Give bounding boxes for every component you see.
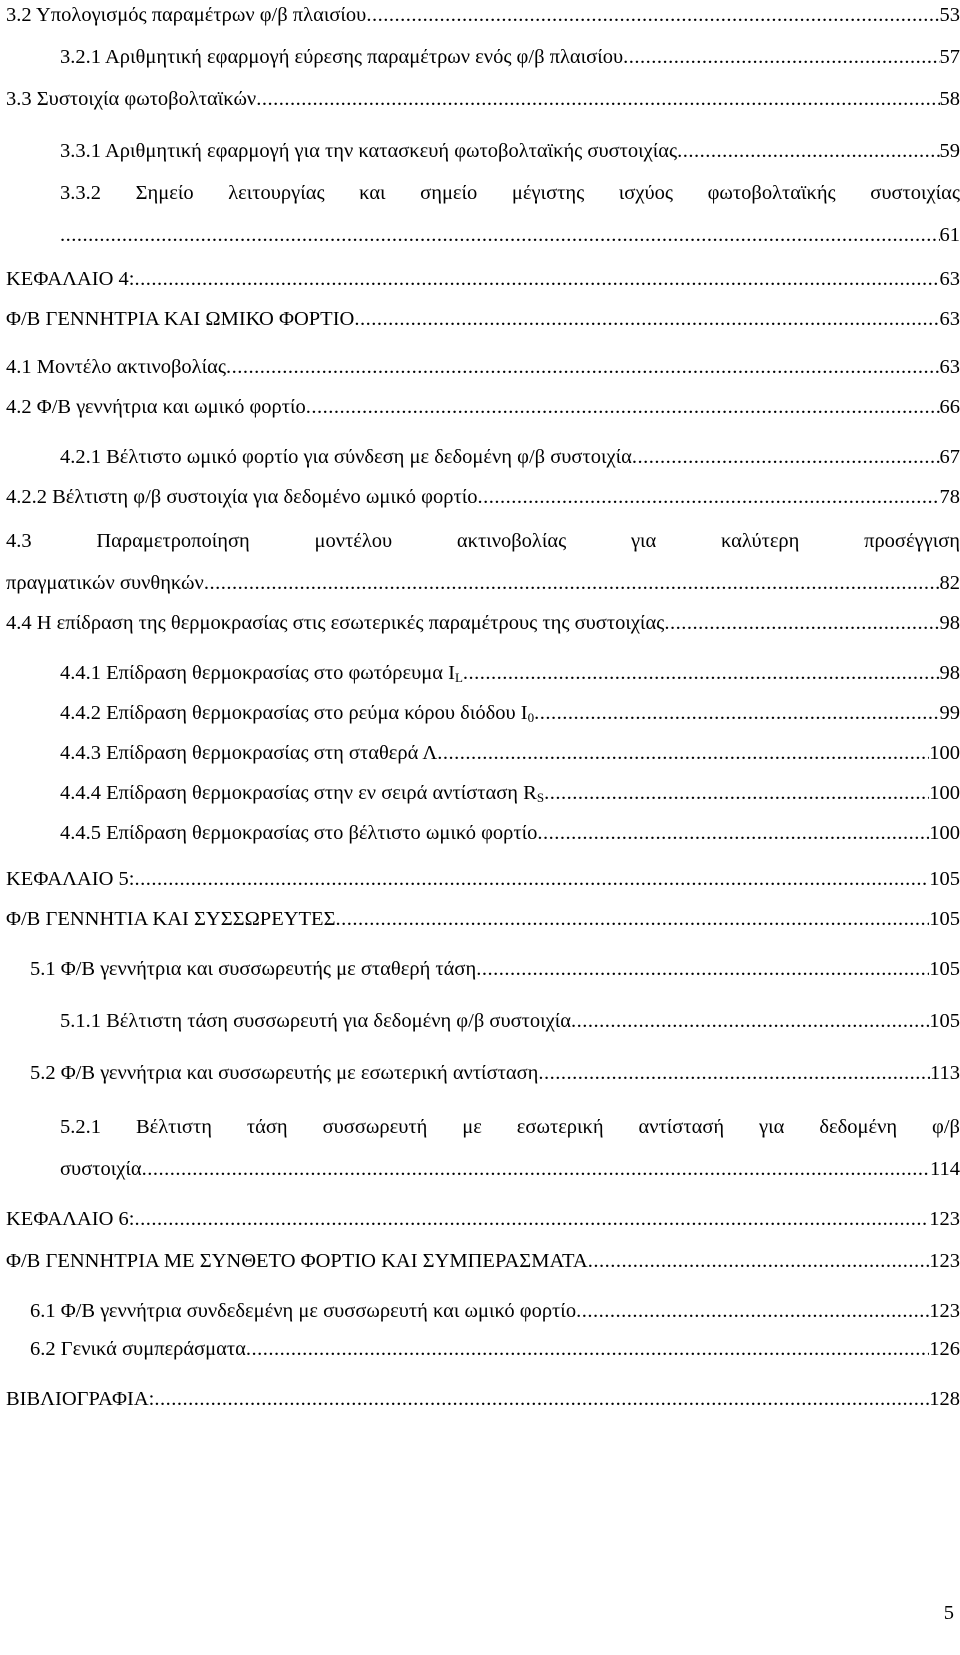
toc-leader-dots	[463, 660, 940, 686]
toc-leader-dots	[534, 700, 939, 726]
toc-leader-dots	[60, 222, 940, 248]
toc-entry-page: 61	[939, 224, 960, 246]
toc-leader-dots	[437, 740, 929, 766]
toc-entry-title: 6.2 Γενικά συμπεράσματα	[30, 1338, 246, 1360]
toc-entry[interactable]	[6, 610, 960, 636]
toc-entry-title-line: πραγματικών συνθηκών	[6, 572, 204, 594]
toc-leader-dots	[366, 2, 939, 28]
toc-entry[interactable]	[30, 1298, 960, 1324]
toc-entry-continuation	[60, 222, 960, 248]
toc-entry-page: 98	[939, 662, 960, 684]
toc-entry-title: ΚΕΦΑΛΑΙΟ 4:	[6, 268, 135, 290]
toc-entry-page: 63	[939, 268, 960, 290]
toc-entry-page: 100	[929, 742, 960, 764]
toc-entry-page: 114	[930, 1158, 960, 1180]
toc-entry-title: 4.4.4 Επίδραση θερμοκρασίας στην εν σειρά αντίσταση R	[60, 782, 537, 804]
toc-entry[interactable]	[6, 484, 960, 510]
toc-entry-title-line: 4.3 Παραμετροποίηση μοντέλου ακτινοβολίας για καλύτερη προσέγγιση	[6, 530, 960, 552]
toc-entry-title: 6.1 Φ/Β γεννήτρια συνδεδεμένη με συσσωρευτή και ωμικό φορτίο	[30, 1300, 577, 1322]
toc-entry[interactable]	[6, 354, 960, 380]
toc-leader-dots	[354, 306, 939, 332]
toc-chapter[interactable]	[6, 866, 960, 892]
toc-entry-page: 100	[929, 782, 960, 804]
toc-entry-title: Φ/Β ΓΕΝΝΗΤΙΑ ΚΑΙ ΣΥΣΣΩΡΕΥΤΕΣ	[6, 908, 336, 930]
toc-chapter-title[interactable]	[6, 1248, 960, 1274]
toc-leader-dots	[571, 1008, 929, 1034]
toc-entry[interactable]	[60, 444, 960, 470]
toc-entry[interactable]	[60, 1008, 960, 1034]
toc-entry-title: 3.3.1 Αριθμητική εφαρμογή για την κατασκευή φωτοβολταϊκής συστοιχίας	[60, 140, 678, 162]
toc-entry-page: 105	[929, 868, 960, 890]
toc-entry-title: 4.4.5 Επίδραση θερμοκρασίας στο βέλτιστο ωμικό φορτίο	[60, 822, 538, 844]
toc-entry-title: 3.3 Συστοιχία φωτοβολταϊκών	[6, 88, 257, 110]
toc-entry-title-line: 3.3.2 Σημείο λειτουργίας και σημείο μέγιστης ισχύος φωτοβολταϊκής συστοιχίας	[60, 182, 960, 204]
toc-entry-title: 4.4 Η επίδραση της θερμοκρασίας στις εσωτερικές παραμέτρους της συστοιχίας	[6, 612, 665, 634]
toc-entry-title: 4.4.2 Επίδραση θερμοκρασίας στο ρεύμα κόρου διόδου I	[60, 702, 528, 724]
toc-entry[interactable]	[6, 86, 960, 112]
toc-leader-dots	[576, 1298, 929, 1324]
toc-entry-page: 66	[939, 396, 960, 418]
toc-entry-page: 98	[939, 612, 960, 634]
toc-leader-dots	[623, 44, 939, 70]
toc-leader-dots	[632, 444, 940, 470]
toc-leader-dots	[226, 354, 940, 380]
toc-entry-page: 99	[939, 702, 960, 724]
toc-entry-page: 100	[929, 822, 960, 844]
toc-entry-title: 4.1 Μοντέλο ακτινοβολίας	[6, 356, 226, 378]
toc-leader-dots	[538, 1060, 930, 1086]
toc-leader-dots	[477, 484, 939, 510]
toc-entry-title: ΒΙΒΛΙΟΓΡΑΦΙΑ:	[6, 1388, 155, 1410]
toc-entry[interactable]	[60, 700, 960, 726]
toc-entry-title: 3.2 Υπολογισμός παραμέτρων φ/β πλαισίου	[6, 4, 367, 26]
toc-entry[interactable]	[60, 780, 960, 806]
page-number: 5	[943, 1602, 954, 1624]
toc-entry-page: 126	[929, 1338, 960, 1360]
toc-entry-title: 5.2 Φ/Β γεννήτρια και συσσωρευτής με εσωτερική αντίσταση	[30, 1062, 539, 1084]
toc-entry[interactable]	[30, 1336, 960, 1362]
toc-entry[interactable]	[6, 2, 960, 28]
toc-leader-dots	[135, 866, 930, 892]
toc-entry[interactable]	[6, 394, 960, 420]
toc-chapter[interactable]	[6, 1206, 960, 1232]
toc-entry-title: 5.1.1 Βέλτιστη τάση συσσωρευτή για δεδομένη φ/β συστοιχία	[60, 1010, 571, 1032]
toc-leader-dots	[204, 570, 940, 596]
toc-entry-page: 63	[939, 356, 960, 378]
subscript: L	[454, 670, 463, 685]
toc-entry[interactable]	[60, 138, 960, 164]
toc-entry-title: 4.4.3 Επίδραση θερμοκρασίας στη σταθερά Λ	[60, 742, 438, 764]
toc-leader-dots	[336, 906, 930, 932]
toc-entry-page: 105	[929, 958, 960, 980]
toc-entry-page: 53	[939, 4, 960, 26]
toc-leader-dots	[544, 780, 929, 806]
toc-entry-title: ΚΕΦΑΛΑΙΟ 6:	[6, 1208, 135, 1230]
toc-entry-title-line: συστοιχία	[60, 1158, 142, 1180]
toc-entry-title: 3.2.1 Αριθμητική εφαρμογή εύρεσης παραμέτρων ενός φ/β πλαισίου	[60, 46, 624, 68]
toc-entry-title: 5.1 Φ/Β γεννήτρια και συσσωρευτής με σταθερή τάση	[30, 958, 477, 980]
toc-entry[interactable]	[30, 1060, 960, 1086]
toc-entry-title: Φ/Β ΓΕΝΝΗΤΡΙΑ ΜΕ ΣΥΝΘΕΤΟ ΦΟΡΤΙΟ ΚΑΙ ΣΥΜΠΕΡΑΣΜΑΤΑ	[6, 1250, 588, 1272]
toc-leader-dots	[664, 610, 939, 636]
toc-entry[interactable]	[30, 956, 960, 982]
toc-leader-dots	[256, 86, 939, 112]
toc-entry-title: Φ/Β ΓΕΝΝΗΤΡΙΑ ΚΑΙ ΩΜΙΚΟ ΦΟΡΤΙΟ	[6, 308, 355, 330]
toc-leader-dots	[246, 1336, 929, 1362]
toc-entry[interactable]	[60, 740, 960, 766]
toc-entry-page: 59	[939, 140, 960, 162]
toc-leader-dots	[677, 138, 939, 164]
toc-leader-dots	[588, 1248, 930, 1274]
toc-leader-dots	[476, 956, 929, 982]
toc-entry-page: 113	[930, 1062, 960, 1084]
toc-leader-dots	[306, 394, 940, 420]
toc-entry-page: 57	[939, 46, 960, 68]
toc-entry-page: 123	[929, 1208, 960, 1230]
subscript: 0	[527, 710, 535, 725]
toc-entry-page: 82	[939, 572, 960, 594]
toc-entry-title-line: 5.2.1 Βέλτιστη τάση συσσωρευτή με εσωτερική αντίστασή για δεδομένη φ/β	[60, 1116, 960, 1138]
toc-leader-dots	[142, 1156, 930, 1182]
toc-bibliography[interactable]	[6, 1386, 960, 1412]
toc-entry-title: 4.4.1 Επίδραση θερμοκρασίας στο φωτόρευμα I	[60, 662, 455, 684]
toc-chapter-title[interactable]	[6, 906, 960, 932]
toc-entry-title: 4.2 Φ/Β γεννήτρια και ωμικό φορτίο	[6, 396, 306, 418]
toc-chapter[interactable]	[6, 266, 960, 292]
toc-leader-dots	[537, 820, 929, 846]
toc-leader-dots	[135, 266, 940, 292]
toc-chapter-title[interactable]	[6, 306, 960, 332]
toc-entry[interactable]	[60, 660, 960, 686]
toc-entry-title: ΚΕΦΑΛΑΙΟ 5:	[6, 868, 135, 890]
toc-leader-dots	[135, 1206, 930, 1232]
toc-entry-title: 4.2.2 Βέλτιστη φ/β συστοιχία για δεδομένο ωμικό φορτίο	[6, 486, 478, 508]
subscript: S	[536, 790, 545, 805]
toc-entry-page: 128	[929, 1388, 960, 1410]
toc-entry[interactable]	[60, 44, 960, 70]
toc-entry-page: 67	[939, 446, 960, 468]
toc-entry-page: 123	[929, 1250, 960, 1272]
toc-entry-continuation	[60, 1156, 960, 1182]
toc-entry[interactable]	[60, 820, 960, 846]
toc-entry-page: 58	[939, 88, 960, 110]
toc-entry-continuation	[6, 570, 960, 596]
toc-entry-page: 63	[939, 308, 960, 330]
toc-entry-page: 78	[939, 486, 960, 508]
toc-entry-page: 105	[929, 1010, 960, 1032]
toc-entry-title: 4.2.1 Βέλτιστο ωμικό φορτίο για σύνδεση με δεδομένη φ/β συστοιχία	[60, 446, 632, 468]
toc-leader-dots	[154, 1386, 929, 1412]
toc-entry-page: 123	[929, 1300, 960, 1322]
toc-entry-page: 105	[929, 908, 960, 930]
